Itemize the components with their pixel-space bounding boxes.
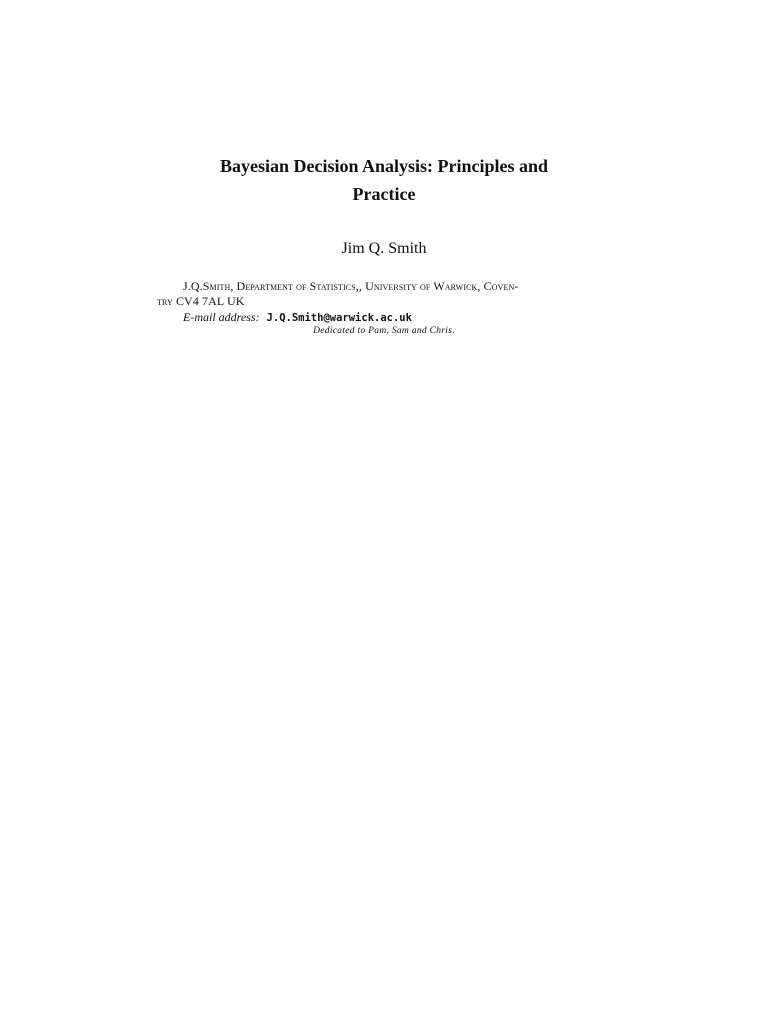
paper-title-line-1: Bayesian Decision Analysis: Principles and <box>219 156 549 176</box>
email-label: E-mail address: <box>183 310 260 324</box>
email-address <box>183 310 412 325</box>
paper-title <box>150 152 618 208</box>
dedication: Dedicated to Pam, Sam and Chris. <box>313 326 455 336</box>
affiliation-line-2: try CV4 7AL UK <box>157 294 245 308</box>
author-affiliation <box>157 279 617 309</box>
email-value[interactable]: J.Q.Smith@warwick.ac.uk <box>266 312 412 324</box>
affiliation-line-1: J.Q.Smith, Department of Statistics,, University of Warwick, Coven- <box>183 279 519 293</box>
author-name: Jim Q. Smith <box>341 240 427 257</box>
paper-title-line-2: Practice <box>352 184 416 204</box>
